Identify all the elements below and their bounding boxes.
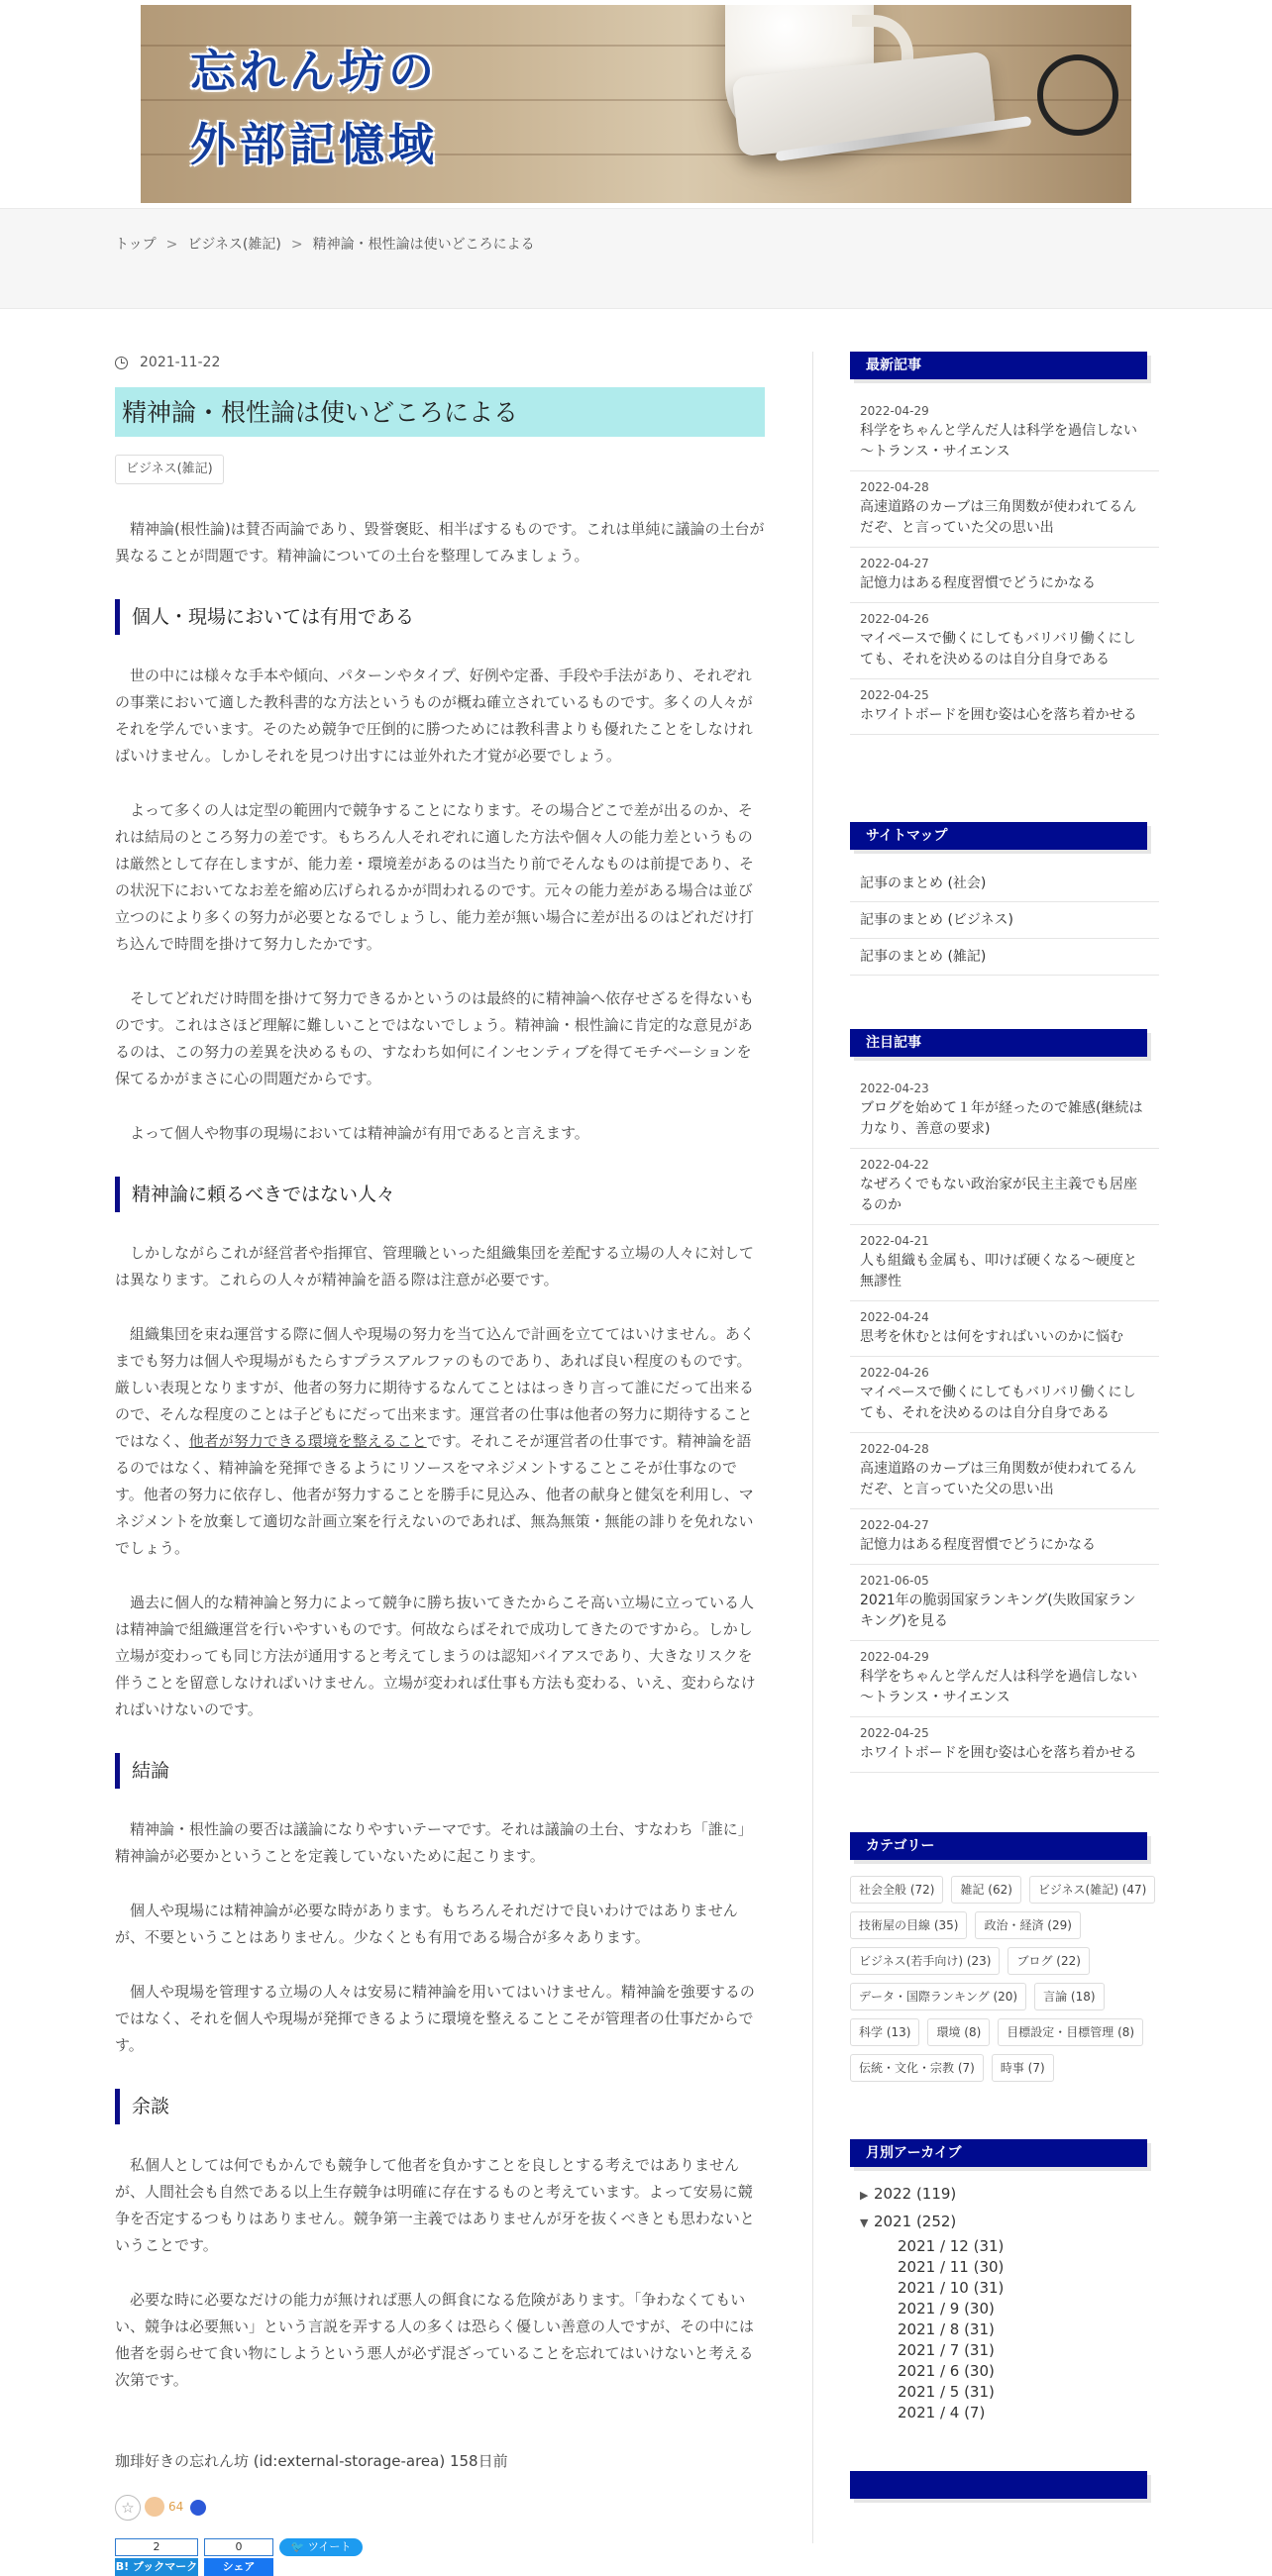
category-chip[interactable]: 時事 (7) [992,2054,1054,2082]
article-paragraph: 私個人としては何でもかんでも競争して他者を負かすことを良しとする考えではありませんが、人間社会も自然である以上生存競争は明確に存在するものと考えています。よって安易に競争を否定するつもりはありません。競争第一主義ではありませんが牙を抜くべきとも思わないということです。 [115,2156,755,2254]
entry-date: 2022-04-29 [860,1650,929,1664]
header-banner-image[interactable] [141,5,1131,203]
category-chip[interactable]: データ・国際ランキング (20) [850,1983,1026,2010]
archive-month[interactable]: 2021 / 10 (31) [898,2279,1005,2297]
entry-title[interactable]: 科学をちゃんと学んだ人は科学を過信しない～トランス・サイエンス [860,1669,1137,1705]
article [115,352,765,2574]
recent-post-item[interactable] [850,471,1159,548]
article-category-tag[interactable]: ビジネス(雑記) [115,455,224,484]
entry-title[interactable]: マイペースで働くにしてもバリバリ働くにしても、それを決めるのは自分自身である [860,1385,1136,1421]
category-chip[interactable]: 科学 (13) [850,2018,919,2046]
blog-title-line1: 忘れん坊の [190,45,438,98]
entry-date: 2022-04-24 [860,1310,929,1324]
popular-post-item[interactable] [850,1301,1159,1357]
entry-date: 2022-04-22 [860,1158,929,1172]
breadcrumb [115,234,535,254]
category-chip[interactable]: ビジネス(若手向け) (23) [850,1947,1000,1975]
entry-date: 2022-04-23 [860,1082,929,1095]
entry-date: 2022-04-29 [860,404,929,418]
breadcrumb-separator: > [165,237,178,253]
category-chip[interactable]: 雑記 (62) [951,1876,1020,1904]
entry-date: 2022-04-25 [860,688,929,702]
popular-post-item[interactable] [850,1565,1159,1641]
popular-post-item[interactable] [850,1641,1159,1717]
entry-title[interactable]: ホワイトボードを囲む姿は心を落ち着かせる [860,1745,1137,1761]
entry-title[interactable]: 記憶力はある程度習慣でどうにかなる [860,1537,1096,1553]
blog-title-line2: 外部記憶域 [190,118,438,171]
breadcrumb-current: 精神論・根性論は使いどころによる [312,237,535,253]
article-paragraph: 個人や現場を管理する立場の人々は安易に精神論を用いてはいけません。精神論を強要するのではなく、それを個人や現場が発揮できるように環境を整えることこそが管理者の仕事だからです。 [115,1983,755,2054]
category-chip[interactable]: 政治・経済 (29) [975,1911,1080,1939]
archive-month[interactable]: 2021 / 6 (30) [898,2362,995,2380]
sitemap-list [850,866,1159,976]
popular-post-item[interactable] [850,1073,1159,1149]
article-paragraph: 必要な時に必要なだけの能力が無ければ悪人の餌食になる危険があります。「争わなくてもいい、競争は必要無い」という言説を弄する人の多くは恐らく優しい善意の人ですが、その中には他者を弱らせて食い物にしようという悪人が必ず混ざっていることを忘れてはいけないと考える次第です。 [115,2291,755,2389]
category-list [850,1876,1159,2082]
category-chip[interactable]: 技術屋の目線 (35) [850,1911,967,1939]
archive-widget [850,2139,1159,2423]
breadcrumb-top[interactable]: トップ [115,237,157,253]
archive-month[interactable]: 2021 / 4 (7) [898,2404,986,2421]
archive-month[interactable]: 2021 / 7 (31) [898,2341,995,2359]
facebook-share-count: 0 [204,2538,273,2556]
section-heading: 精神論に頼るべきではない人々 [115,1177,765,1212]
entry-date: 2022-04-28 [860,1442,929,1456]
category-chip[interactable]: ビジネス(雑記) (47) [1029,1876,1155,1904]
popular-post-item[interactable] [850,1225,1159,1301]
article-paragraph: 世の中には様々な手本や傾向、パターンやタイプ、好例や定番、手段や手法があり、それぞれの事業において適した教科書的な方法というものが概ね確立されているものです。多くの人々がそれを学んでいます。そのため競争で圧倒的に勝つためには教科書よりも優れたことをしなければいけません。しかしそれを見つけ出すには並外れた才覚が必要でしょう。 [115,667,753,765]
triangle-right-icon[interactable]: ▶ [860,2189,869,2202]
entry-title[interactable]: ホワイトボードを囲む姿は心を落ち着かせる [860,707,1137,723]
category-chip[interactable]: 目標設定・目標管理 (8) [998,2018,1143,2046]
article-date [115,352,765,373]
recent-post-item[interactable] [850,679,1159,735]
entry-date: 2022-04-21 [860,1234,929,1248]
article-paragraph [115,1321,765,1562]
hatena-bookmark-button[interactable] [115,2538,198,2576]
article-date-link[interactable]: 2021-11-22 [140,354,221,370]
entry-title[interactable]: マイペースで働くにしてもバリバリ働くにしても、それを決めるのは自分自身である [860,631,1136,668]
article-paragraph: 個人や現場には精神論が必要な時があります。もちろんそれだけで良いわけではありませんが、不要ということはありません。少なくとも有用である場合が多々あります。 [115,1902,738,1946]
widget-title: カテゴリー [850,1832,1147,1860]
archive-year[interactable] [850,2209,1159,2236]
category-widget [850,1832,1159,2082]
archive-month[interactable]: 2021 / 8 (31) [898,2320,995,2338]
hatena-bookmark-count: 2 [115,2538,198,2556]
twitter-bird-icon: 🐦 [290,2540,305,2553]
category-chip[interactable]: 伝統・文化・宗教 (7) [850,2054,984,2082]
widget-title: サイトマップ [850,822,1147,850]
facebook-share-button[interactable] [204,2538,273,2576]
entry-title[interactable]: 記憶力はある程度習慣でどうにかなる [860,575,1096,591]
article-paragraph: よって個人や物事の現場においては精神論が有用であると言えます。 [130,1124,589,1142]
article-paragraph: 精神論・根性論の要否は議論になりやすいテーマです。それは議論の土台、すなわち「誰に」精神論が必要かということを定義していないために起こります。 [115,1820,753,1865]
star-icon[interactable]: ☆ [115,2495,141,2521]
entry-date: 2021-06-05 [860,1574,929,1588]
entry-title[interactable]: 思考を休むとは何をすればいいのかに悩む [860,1329,1123,1345]
tweet-label: ツイート [307,2540,352,2553]
star-user-avatar[interactable] [145,2497,164,2517]
facebook-share-label: シェア [204,2558,273,2576]
sitemap-widget [850,822,1159,976]
entry-title[interactable]: 高速道路のカーブは三角関数が使われてるんだぞ、と言っていた父の思い出 [860,1461,1137,1497]
sitemap-link[interactable]: 記事のまとめ (ビジネス) [850,902,1159,939]
widget-title: 注目記事 [850,1029,1147,1057]
recent-posts-widget [850,352,1159,735]
widget-title-partial [850,2471,1147,2499]
archive-month[interactable]: 2021 / 11 (30) [898,2258,1005,2276]
category-chip[interactable]: ブログ (22) [1007,1947,1089,1975]
widget-title: 最新記事 [850,352,1147,379]
article-paragraph: しかしながらこれが経営者や指揮官、管理職といった組織集団を差配する立場の人々に対しては異なります。これらの人々が精神論を語る際は注意が必要です。 [115,1244,755,1288]
triangle-down-icon[interactable]: ▼ [860,2216,869,2229]
popular-post-item[interactable] [850,1357,1159,1433]
archive-year[interactable] [850,2181,1159,2209]
breadcrumb-band [0,208,1272,309]
tweet-button[interactable] [279,2538,363,2556]
popular-post-item[interactable] [850,1433,1159,1509]
popular-posts-widget [850,1029,1159,1773]
entry-title[interactable]: 人も組織も金属も、叩けば硬くなる～硬度と無謬性 [860,1253,1137,1289]
popular-post-item[interactable] [850,1149,1159,1225]
archive-month[interactable]: 2021 / 12 (31) [898,2237,1005,2255]
star-count[interactable]: 64 [168,2500,184,2514]
popular-posts-list [850,1073,1159,1773]
breadcrumb-separator: > [290,237,303,253]
entry-date: 2022-04-28 [860,480,929,494]
clock-icon [115,357,128,369]
archive-year-label[interactable]: 2021 (252) [874,2213,957,2230]
section-heading: 個人・現場においては有用である [115,599,765,635]
column-divider [812,352,813,2543]
article-paragraph: よって多くの人は定型の範囲内で競争することになります。その場合どこで差が出るのか、それは結局のところ努力の差です。もちろん人それぞれに適した方法や個々人の能力差というものは厳然として存在しますが、能力差・環境差があるのは当たり前でそんなものは前提であり、その状況下においてなお差を縮め広げられるかが問われるのです。元々の能力差がある場合は並び立つのにより多くの努力が必要となるでしょうし、能力差が無い場合に差が出るのはどれだけ打ち込んで時間を掛けて努力したかです。 [115,801,755,953]
archive-list [850,2181,1159,2423]
entry-title[interactable]: なぜろくでもない政治家が民主主義でも居座るのか [860,1177,1137,1213]
entry-title[interactable]: 2021年の脆弱国家ランキング(失敗国家ランキング)を見る [860,1593,1136,1629]
article-intro: 精神論(根性論)は賛否両論であり、毀誉褒貶、相半ばするものです。これは単純に議論の土台が異なることが問題です。精神論についての土台を整理してみましょう。 [115,520,765,565]
popular-post-item[interactable] [850,1509,1159,1565]
blue-star-icon[interactable] [190,2500,206,2516]
recent-post-item[interactable] [850,395,1159,471]
entry-date: 2022-04-27 [860,557,929,570]
article-title-box [115,387,765,437]
recent-posts-list [850,395,1159,735]
entry-title[interactable]: 高速道路のカーブは三角関数が使われてるんだぞ、と言っていた父の思い出 [860,499,1137,536]
sidebar [850,352,1159,2499]
breadcrumb-category[interactable]: ビジネス(雑記) [187,237,281,253]
site-header [0,0,1272,208]
category-chip[interactable]: 言論 (18) [1034,1983,1104,2010]
entry-date: 2022-04-25 [860,1726,929,1740]
widget-title: 月別アーカイブ [850,2139,1147,2167]
hatena-bookmark-label: B! ブックマーク [115,2558,198,2576]
emphasis-link[interactable]: 他者が努力できる環境を整えること [188,1432,427,1450]
category-chip[interactable]: 環境 (8) [927,2018,990,2046]
section-heading: 結論 [115,1753,765,1789]
recent-post-item[interactable] [850,548,1159,603]
blog-logo[interactable] [190,35,586,181]
entry-date: 2022-04-27 [860,1518,929,1532]
popular-post-item[interactable] [850,1717,1159,1773]
sitemap-link[interactable]: 記事のまとめ (雑記) [850,939,1159,976]
sitemap-link[interactable]: 記事のまとめ (社会) [850,866,1159,902]
recent-post-item[interactable] [850,603,1159,679]
paragraph-text: です。それこそが運営者の仕事です。精神論を語るのではなく、精神論を発揮できるようにリソースをマネジメントすることこそが仕事なのです。他者の努力に依存し、他者が努力することを勝手に見込み、他者の献身と健気を利用し、マネジメントを放棄して適切な計画立案を行えないのであれば、無為無策・無能の誹りを免れないでしょう。 [115,1432,754,1557]
article-paragraph: そしてどれだけ時間を掛けて努力できるかというのは最終的に精神論へ依存せざるを得ないものです。これはさほど理解に難しいことではないでしょう。精神論・根性論に肯定的な意見があるのは、この努力の差異を決めるもの、すなわち如何にインセンティブを得てモチベーションを保てるかがまさに心の問題だからです。 [115,989,755,1087]
entry-title[interactable]: 科学をちゃんと学んだ人は科学を過信しない～トランス・サイエンス [860,423,1137,460]
entry-date: 2022-04-26 [860,612,929,626]
archive-month[interactable]: 2021 / 9 (30) [898,2300,995,2318]
glasses-illustration [1037,54,1118,136]
article-title[interactable]: 精神論・根性論は使いどころによる [122,397,519,427]
category-chip[interactable]: 社会全般 (72) [850,1876,943,1904]
archive-month[interactable]: 2021 / 5 (31) [898,2383,995,2401]
archive-year-label[interactable]: 2022 (119) [874,2185,957,2203]
entry-date: 2022-04-26 [860,1366,929,1380]
social-buttons [115,2495,765,2574]
paragraph-text: 組織集団を束ね運営する際に個人や現場の努力を当て込んで計画を立ててはいけません。あくまでも努力は個人や現場がもたらすプラスアルファのものであり、あれば良い程度のものです。厳しい表現となりますが、他者の努力に期待するなんてことははっきり言って誰にだって出来るので、そんな程度のことは子どもにだって出来ます。運営者の仕事は他者の努力に期待することではなく、 [115,1325,755,1450]
entry-title[interactable]: ブログを始めて１年が経ったので雑感(継続は力なり、善意の要求) [860,1100,1143,1137]
article-author[interactable]: 珈琲好きの忘れん坊 (id:external-storage-area) 158日前 [115,2452,508,2470]
section-heading: 余談 [115,2089,765,2124]
article-paragraph: 過去に個人的な精神論と努力によって競争に勝ち抜いてきたからこそ高い立場に立っている人は精神論で組織運営を行いやすいものです。何故ならばそれで成功してきたのですから。しかし立場が変わっても同じ方法が通用すると考えてしまうのは認知バイアスであり、大きなリスクを伴うことを留意しなければいけません。立場が変われば仕事も方法も変わる、いえ、変わらなければいけないのです。 [115,1594,756,1718]
